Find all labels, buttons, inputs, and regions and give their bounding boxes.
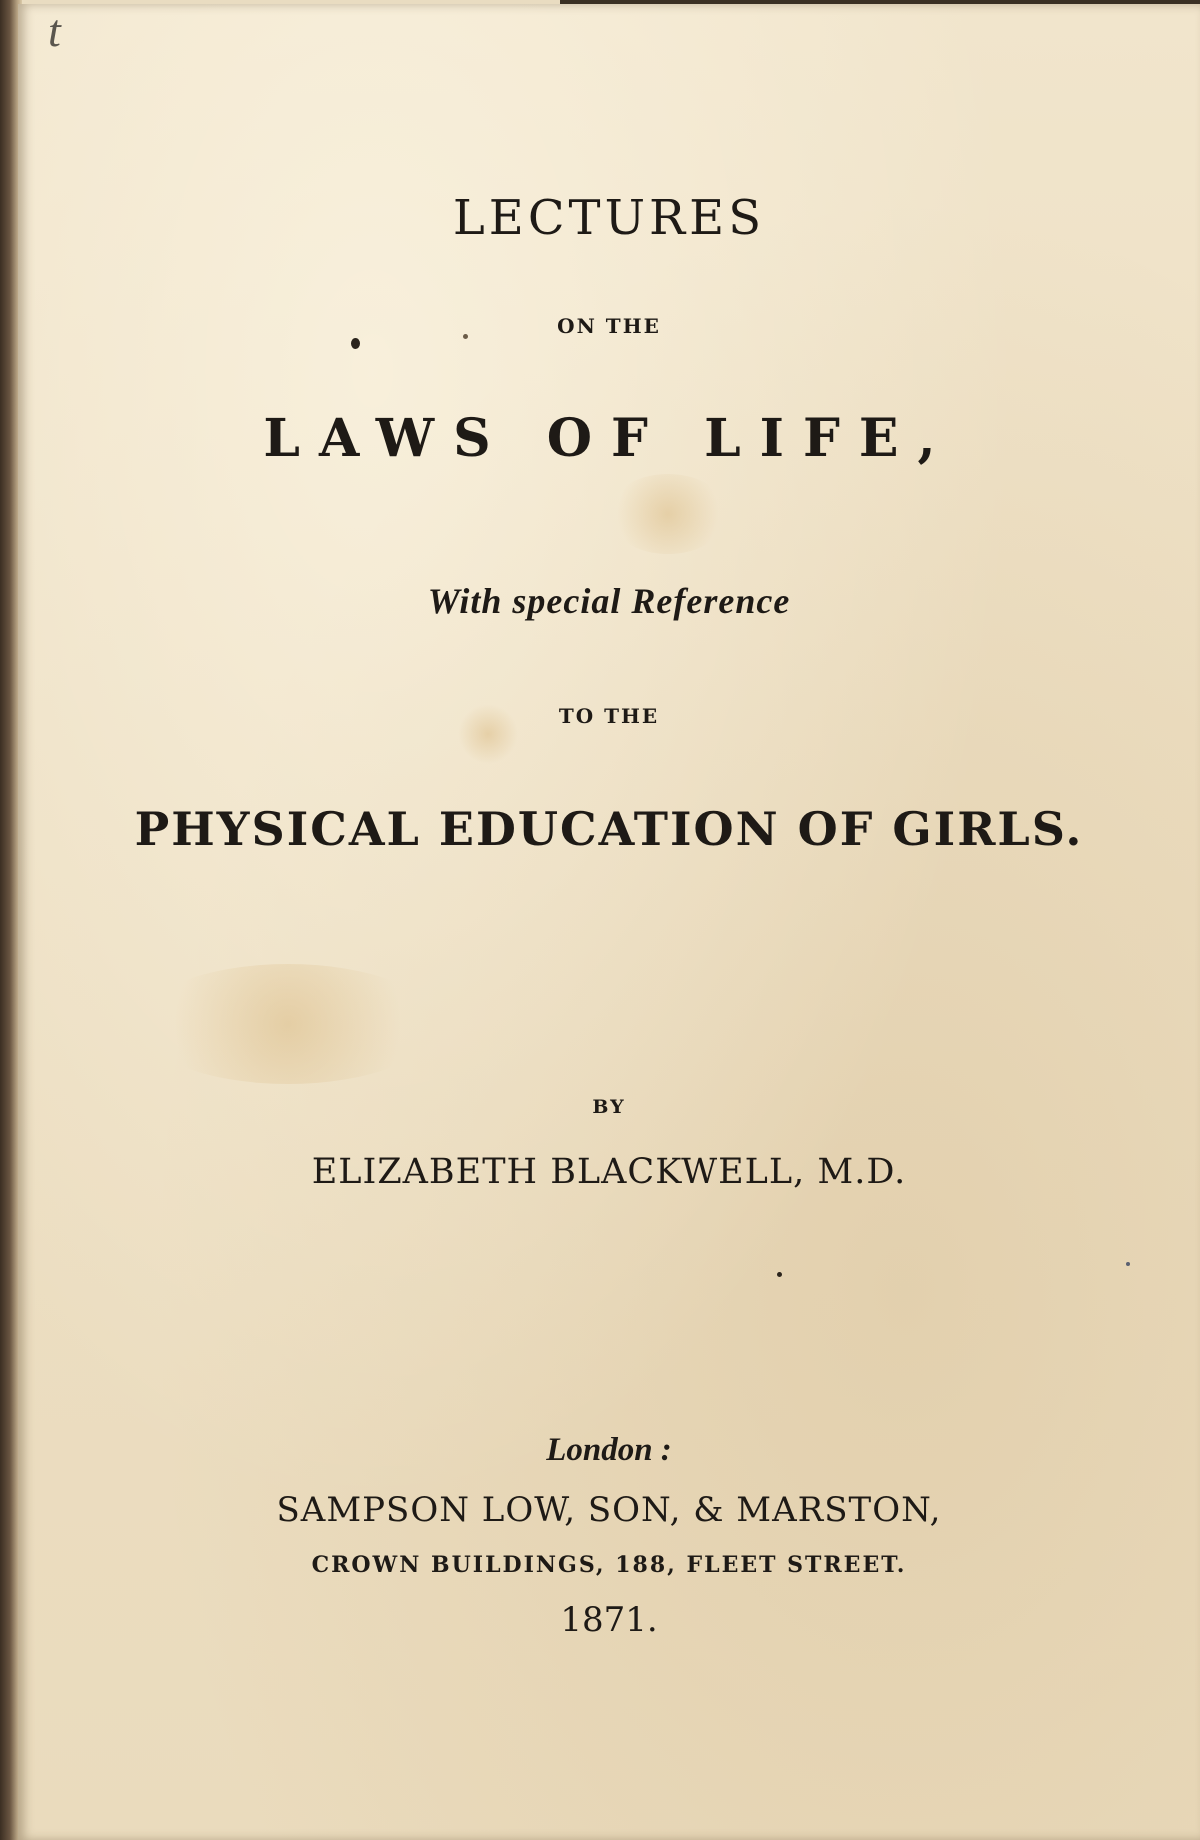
ink-speck xyxy=(777,1272,782,1277)
title-connector-to-the: TO THE xyxy=(558,704,660,728)
imprint-city: London : xyxy=(546,1432,672,1468)
paper-stain xyxy=(608,474,728,554)
by-label: BY xyxy=(592,1096,626,1118)
publisher-name: SAMPSON LOW, SON, & MARSTON, xyxy=(276,1490,942,1530)
ink-speck xyxy=(351,338,360,349)
publisher-address: CROWN BUILDINGS, 188, FLEET STREET. xyxy=(311,1552,907,1578)
ink-speck xyxy=(1126,1262,1130,1266)
title-connector-on-the: ON THE xyxy=(557,314,661,338)
title-page xyxy=(18,4,1200,1840)
publication-year: 1871. xyxy=(560,1600,658,1640)
pencil-marginal-note: t xyxy=(48,5,61,56)
title-main: LECTURES xyxy=(452,190,766,246)
subtitle-blackletter: With special Reference xyxy=(427,581,791,621)
paper-stain xyxy=(138,964,438,1084)
ink-speck xyxy=(463,334,468,339)
author-name: ELIZABETH BLACKWELL, M.D. xyxy=(311,1152,907,1192)
title-focus: PHYSICAL EDUCATION OF GIRLS. xyxy=(134,802,1084,856)
title-subject: LAWS OF LIFE, xyxy=(263,408,955,469)
